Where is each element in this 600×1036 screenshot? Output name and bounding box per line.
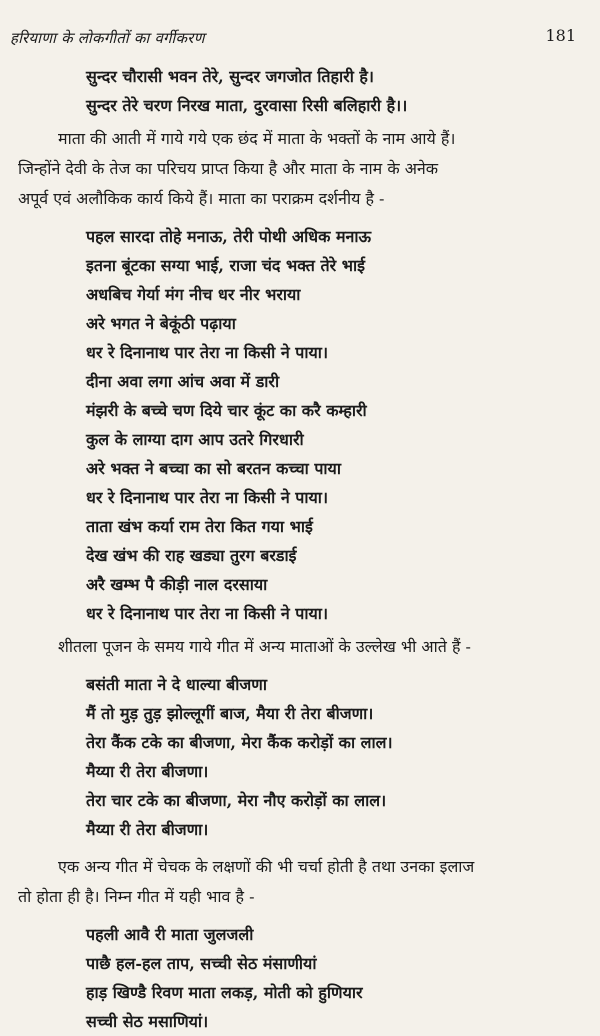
paragraph-2: [0, 632, 600, 662]
paragraph-1: [0, 124, 600, 214]
verse-line: धर रे दिनानाथ पार तेरा ना किसी ने पाया।: [86, 343, 329, 362]
verse-line: धर रे दिनानाथ पार तेरा ना किसी ने पाया।: [86, 604, 329, 623]
verse-line: देख खंभ की राह खड्या तुरग बरडाई: [86, 546, 297, 565]
prose-line: तो होता ही है। निम्न गीत में यही भाव है -: [18, 887, 255, 906]
verse-line: मैय्या री तेरा बीजणा।: [86, 762, 209, 781]
prose-line: अपूर्व एवं अलौकिक कार्य किये हैं। माता का पराक्रम दर्शनीय है -: [18, 189, 385, 208]
verse-line: धर रे दिनानाथ पार तेरा ना किसी ने पाया।: [86, 488, 329, 507]
verse-line: हाड़ खिण्डै रिवण माता लकड़, मोती को हुणियार: [86, 983, 363, 1002]
prose-line: एक अन्य गीत में चेचक के लक्षणों की भी चर्चा होती है तथा उनका इलाज: [58, 857, 475, 876]
paragraph-3: [0, 852, 600, 912]
verse-line: सच्ची सेठ मसाणियां।: [86, 1012, 209, 1031]
verse-line: तेरा चार टके का बीजणा, मेरा नौए करोड़ों का लाल।: [86, 791, 387, 810]
verse-line: अधबिच गेर्या मंग नीच धर नीर भराया: [86, 285, 301, 304]
verse-line: मंझरी के बच्चे चण दिये चार कूंट का करै कम्हारी: [86, 401, 367, 420]
verse-block-2: [0, 222, 600, 628]
verse-line: दीना अवा लगा आंच अवा में डारी: [86, 372, 280, 391]
page-content: [0, 62, 600, 1036]
verse-line: ताता खंभ कर्या राम तेरा कित गया भाई: [86, 517, 313, 536]
verse-line: अरे भगत ने बेकूंठी पढ़ाया: [86, 314, 236, 333]
verse-line: बसंती माता ने दे धाल्या बीजणा: [86, 675, 268, 694]
verse-line: मैय्या री तेरा बीजणा।: [86, 820, 209, 839]
running-title: हरियाणा के लोकगीतों का वर्गीकरण: [10, 29, 205, 47]
verse-line: पहल सारदा तोहे मनाऊ, तेरी पोथी अधिक मनाऊ: [86, 227, 372, 246]
verse-line: तेरा कैंक टके का बीजणा, मेरा कैंक करोड़ों का लाल।: [86, 733, 393, 752]
verse-line: मैं तो मुड़ तुड़ झोल्लूगीं बाज, मैया री तेरा बीजणा।: [86, 704, 374, 723]
verse-block-4: [0, 920, 600, 1036]
verse-line: पहली आवै री माता जुलजली: [86, 925, 254, 944]
verse-line: सुन्दर तेरे चरण निरख माता, दुरवासा रिसी बलिहारी है।।: [86, 96, 408, 115]
verse-line: अरे भक्त ने बच्चा का सो बरतन कच्चा पाया: [86, 459, 341, 478]
prose-line: माता की आती में गाये गये एक छंद में माता के भक्तों के नाम आये हैं।: [58, 129, 456, 148]
verse-block-3: [0, 670, 600, 844]
verse-line: सुन्दर चौरासी भवन तेरे, सुन्दर जगजोत तिहारी है।: [86, 67, 374, 86]
verse-block-1: [0, 62, 600, 120]
prose-line: जिन्होंने देवी के तेज का परिचय प्राप्त किया है और माता के नाम के अनेक: [18, 159, 439, 178]
verse-line: पाछै हल-हल ताप, सच्ची सेठ मंसाणीयां: [86, 954, 317, 973]
verse-line: अरै खम्भ पै कीड़ी नाल दरसाया: [86, 575, 268, 594]
verse-line: कुल के लाग्या दाग आप उतरे गिरधारी: [86, 430, 304, 449]
verse-line: इतना बूंटका सग्या भाई, राजा चंद भक्त तेरे भाई: [86, 256, 365, 275]
prose-line: शीतला पूजन के समय गाये गीत में अन्य माताओं के उल्लेख भी आते हैं -: [58, 637, 471, 656]
page-number: 181: [545, 26, 576, 45]
